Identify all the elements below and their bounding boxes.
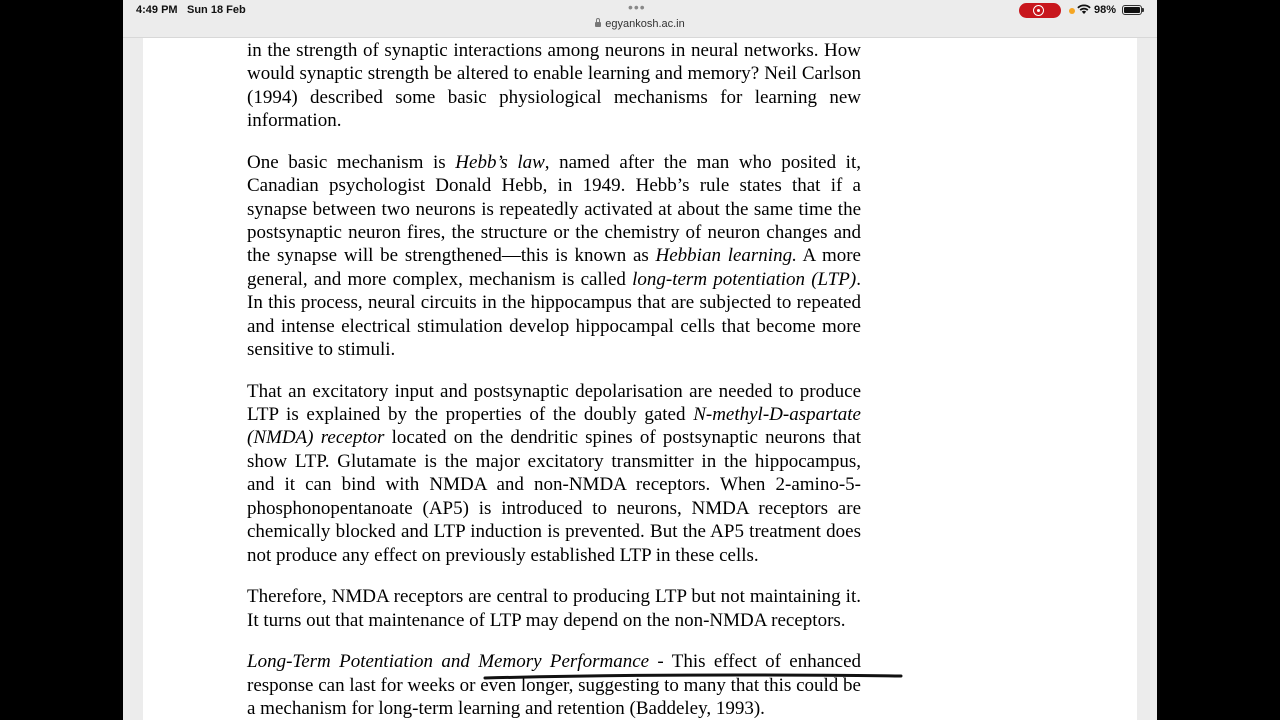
wifi-icon bbox=[1077, 4, 1091, 15]
p3-term-nmda-receptor: N-methyl-D-aspartate (NMDA) receptor bbox=[247, 404, 861, 449]
paragraph-2 bbox=[247, 151, 861, 362]
lock-icon bbox=[595, 22, 601, 27]
p2-term-ltp: long-term potentiation (LTP) bbox=[632, 268, 857, 290]
handwritten-strike-mark bbox=[483, 670, 903, 684]
p2-text-a: One basic mechanism is bbox=[247, 151, 456, 173]
ipad-screen bbox=[123, 0, 1157, 720]
status-time: 4:49 PM bbox=[136, 4, 178, 16]
microphone-indicator-icon bbox=[1069, 8, 1075, 14]
battery-level bbox=[1124, 7, 1140, 13]
p5-heading: Long-Term Potentiation and Memory Performance bbox=[247, 651, 650, 673]
p2-text-g: . In this process, neural circuits in the hippocampus that are subjected to repeated and intense electrical stimulation develop hippocampal cells that become more sensitive to stimuli. bbox=[247, 268, 861, 361]
address-bar[interactable] bbox=[123, 18, 1157, 36]
status-date: Sun 18 Feb bbox=[187, 4, 246, 16]
paragraph-1-text: in the strength of synaptic interactions among neurons in neural networks. How would synaptic strength be altered to enable learning and memory? Neil Carlson (1994) described some basic physiological mechanisms for learning new information. bbox=[247, 40, 861, 132]
p2-text-c: , named after the man who posited it, Canadian psychologist Donald Hebb, in 1949. Hebb’s rule states that if a synapse between two neurons is repeatedly activated at about the same time the postsynaptic neuron fires, the structure or the chemistry of neuron changes and the synapse will be strengthened—this is known as bbox=[247, 151, 861, 267]
p2-text-e: A more general, and more complex, mechanism is called bbox=[247, 245, 861, 290]
p2-term-hebbian-learning: Hebbian learning. bbox=[655, 245, 797, 267]
paragraph-3 bbox=[247, 380, 861, 567]
record-icon bbox=[1033, 5, 1044, 16]
battery-percent: 98% bbox=[1094, 4, 1117, 16]
paragraph-4-text: Therefore, NMDA receptors are central to producing LTP but not maintaining it. It turns out that maintenance of LTP may depend on the non-NMDA receptors. bbox=[247, 586, 861, 631]
p2-term-hebbs-law: Hebb’s law bbox=[455, 151, 545, 173]
paragraph-1 bbox=[247, 39, 861, 133]
status-bar bbox=[123, 0, 1157, 20]
more-dots-icon[interactable]: ••• bbox=[628, 0, 646, 15]
p3-text-c: located on the dendritic spines of postsynaptic neurons that show LTP. Glutamate is the major excitatory transmitter in the hippocampus, and it can bind with NMDA and non-NMDA receptors. When 2-amino-5-phosphonopentanoate (AP5) is introduced to neurons, NMDA receptors are chemically blocked and LTP induction is prevented. But the AP5 treatment does not produce any effect on previously established LTP in these cells. bbox=[247, 427, 861, 566]
url-text: egyankosh.ac.in bbox=[605, 18, 685, 30]
battery-icon bbox=[1122, 5, 1142, 15]
p5-text: - This effect of enhanced response can last for weeks or even longer, suggesting to many that this could be a mechanism for long-term learning and retention (Baddeley, 1993). bbox=[247, 651, 861, 719]
paragraph-5 bbox=[247, 650, 861, 720]
paragraph-4 bbox=[247, 585, 861, 632]
document-body bbox=[247, 38, 861, 719]
screen-recording-indicator[interactable] bbox=[1019, 3, 1061, 18]
p3-text-a: That an excitatory input and postsynaptic depolarisation are needed to produce LTP is explained by the properties of the doubly gated bbox=[247, 380, 861, 426]
document-page[interactable] bbox=[143, 38, 1137, 720]
